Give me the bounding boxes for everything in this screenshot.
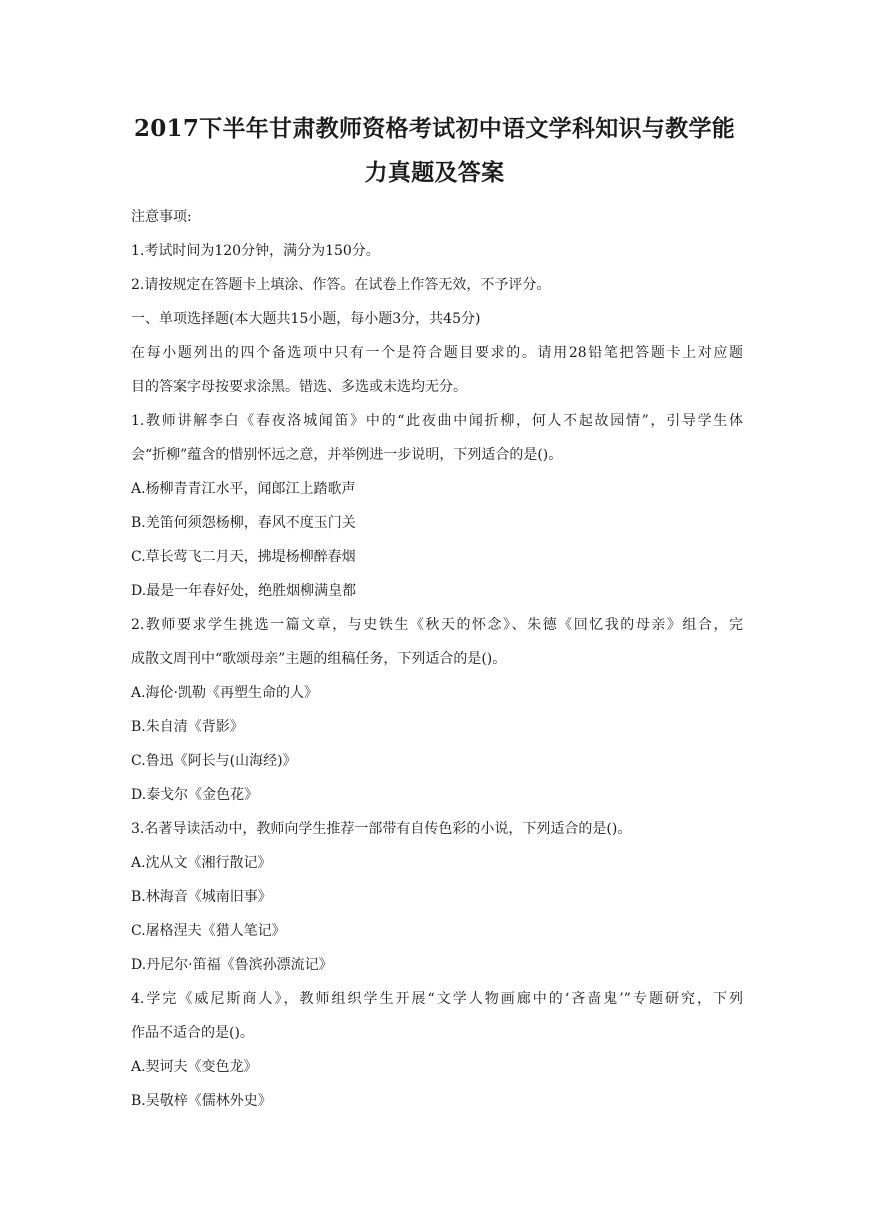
notes-heading: 注意事项: (131, 209, 192, 225)
question-2-option-b: B.朱自清《背影》 (131, 719, 244, 735)
question-3-option-d: D.丹尼尔·笛福《鲁滨孙漂流记》 (131, 957, 333, 973)
question-2-option-c: C.鲁迅《阿长与(山海经)》 (131, 753, 297, 769)
section-instruction-line-2: 目的答案字母按要求涂黑。错选、多选或未选均无分。 (131, 379, 467, 395)
question-3-stem-line-1: 3.名著导读活动中，教师向学生推荐一部带有自传色彩的小说，下列适合的是()。 (131, 821, 632, 837)
question-1-stem-line-2: 会“折柳”蕴含的惜别怀远之意，并举例进一步说明，下列适合的是()。 (131, 447, 563, 463)
question-1-option-d: D.最是一年春好处，绝胜烟柳满皇都 (131, 583, 357, 599)
section-instruction-line-1: 在每小题列出的四个备选项中只有一个是符合题目要求的。请用28铅笔把答题卡上对应题 (131, 345, 743, 361)
question-1-stem-line-1: 1.教师讲解李白《春夜洛城闻笛》中的“此夜曲中闻折柳，何人不起故园情”，引导学生体 (131, 413, 743, 429)
notes-item-2: 2.请按规定在答题卡上填涂、作答。在试卷上作答无效，不予评分。 (131, 277, 551, 293)
document-title-line-2: 力真题及答案 (364, 159, 505, 186)
question-2-option-a: A.海伦·凯勒《再塑生命的人》 (131, 685, 319, 701)
question-3-option-c: C.屠格涅夫《猎人笔记》 (131, 923, 286, 939)
question-3-option-a: A.沈从文《湘行散记》 (131, 855, 272, 871)
question-1-option-c: C.草长莺飞二月天，拂堤杨柳醉春烟 (131, 549, 356, 565)
question-2-stem-line-2: 成散文周刊中“歌颂母亲”主题的组稿任务，下列适合的是()。 (131, 651, 507, 667)
document-title-line-1: 2017下半年甘肃教师资格考试初中语文学科知识与教学能 (133, 115, 736, 142)
question-2-stem-line-1: 2.教师要求学生挑选一篇文章，与史铁生《秋天的怀念》、朱德《回忆我的母亲》组合，完 (131, 617, 743, 633)
question-4-option-b: B.吴敬梓《儒林外史》 (131, 1093, 272, 1109)
question-4-stem-line-1: 4.学完《威尼斯商人》，教师组织学生开展“文学人物画廊中的‘吝啬鬼’”专题研究，下列 (131, 991, 743, 1007)
question-4-stem-line-2: 作品不适合的是()。 (131, 1025, 254, 1041)
document-body (131, 200, 743, 1118)
question-4-option-a: A.契诃夫《变色龙》 (131, 1059, 258, 1075)
question-2-option-d: D.泰戈尔《金色花》 (131, 787, 259, 803)
notes-item-1: 1.考试时间为120分钟，满分为150分。 (131, 243, 380, 259)
question-1-option-b: B.羌笛何须怨杨柳，春风不度玉门关 (131, 515, 356, 531)
question-3-option-b: B.林海音《城南旧事》 (131, 889, 272, 905)
section-heading: 一、单项选择题(本大题共15小题，每小题3分，共45分) (131, 311, 481, 327)
question-1-option-a: A.杨柳青青江水平，闻郎江上踏歌声 (131, 481, 356, 497)
